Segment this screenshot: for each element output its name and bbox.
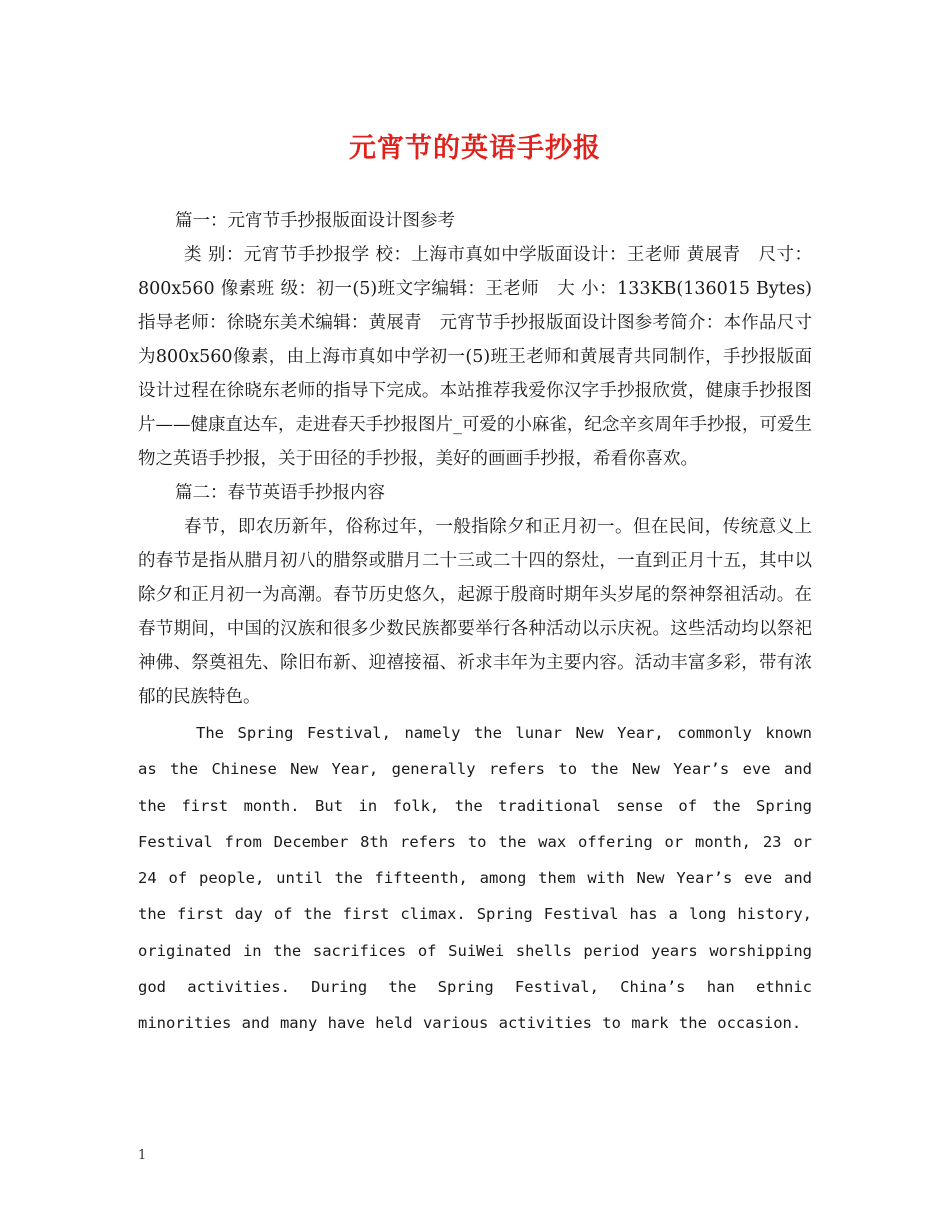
section-2-chinese-paragraph: 春节，即农历新年，俗称过年，一般指除夕和正月初一。但在民间，传统意义上的春节是指从腊月初八的腊祭或腊月二十三或二十四的祭灶，一直到正月十五，其中以除夕和正月初一为高潮。春节历史悠久，起源于殷商时期年头岁尾的祭神祭祖活动。在春节期间，中国的汉族和很多少数民族都要举行各种活动以示庆祝。这些活动均以祭祀神佛、祭奠祖先、除旧布新、迎禧接福、祈求丰年为主要内容。活动丰富多彩，带有浓郁的民族特色。 [138,517,812,707]
page-title: 元宵节的英语手抄报 [349,133,601,164]
section-1-body: 类 别：元宵节手抄报学 校：上海市真如中学版面设计：王老师 黄展青 尺寸：800x560 像素班 级：初一(5)班文字编辑：王老师 大 小：133KB(136015 Bytes)指导老师：徐晓东美术编辑：黄展青 元宵节手抄报版面设计图参考简介：本作品尺寸为800x560像素，由上海市真如中学初一(5)班王老师和黄展青共同制作，手抄报版面设计过程在徐晓东老师的指导下完成。本站推荐我爱你汉字手抄报欣赏，健康手抄报图片——健康直达车，走进春天手抄报图片_可爱的小麻雀，纪念辛亥周年手抄报，可爱生物之英语手抄报，关于田径的手抄报，美好的画画手抄报，希看你喜欢。 [138,245,812,469]
document-body [138,204,812,1042]
section-2-english-paragraph: The Spring Festival, namely the lunar New Year, commonly known as the Chinese New Year, generally refers to the New Year’s eve and the first month. But in folk, the traditional sense of the Spring Festival from December 8th refers to the wax offering or month, 23 or 24 of people, until the fifteenth, among them with New Year’s eve and the first day of the first climax. Spring Festival has a long history, originated in the sacrifices of SuiWei shells period years worshipping god activities. During the Spring Festival, China’s han ethnic minorities and many have held various activities to mark the occasion. [138,724,812,1033]
section-2-heading: 篇二：春节英语手抄报内容 [175,483,385,503]
section-1-heading: 篇一：元宵节手抄报版面设计图参考 [175,211,455,231]
page-number: 1 [138,1148,147,1163]
